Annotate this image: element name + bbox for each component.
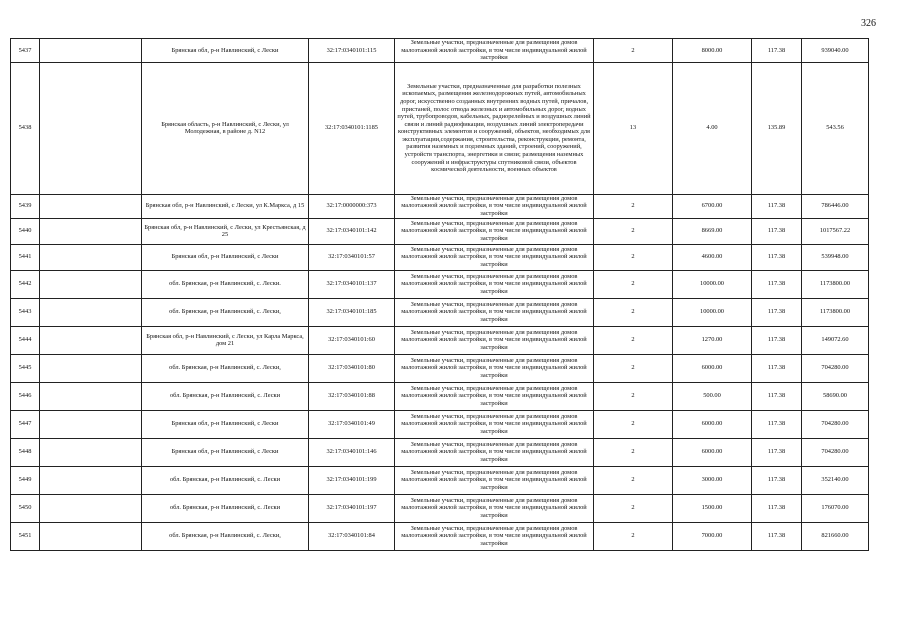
group-code-cell: 2	[594, 39, 673, 63]
land-use-description-cell: Земельные участки, предназначенные для размещения домов малоэтажной жилой застройки, в том числе индивидуальной жилой застройки	[395, 494, 594, 522]
area-cell: 500.00	[673, 382, 752, 410]
group-code-cell: 2	[594, 218, 673, 244]
row-number: 5451	[11, 522, 40, 550]
group-code-cell: 2	[594, 438, 673, 466]
land-use-description-cell: Земельные участки, предназначенные для размещения домов малоэтажной жилой застройки, в том числе индивидуальной жилой застройки	[395, 354, 594, 382]
land-use-description-cell: Земельные участки, предназначенные для размещения домов малоэтажной жилой застройки, в том числе индивидуальной жилой застройки	[395, 298, 594, 326]
cadastral-value-cell: 352140.00	[802, 466, 869, 494]
cadastral-value-cell: 176070.00	[802, 494, 869, 522]
cadastral-number-cell: 32:17:0340101:80	[309, 354, 395, 382]
address-cell: обл. Брянская, р-н Навлинский, с. Лески	[142, 494, 309, 522]
land-use-description-cell: Земельные участки, предназначенные для размещения домов малоэтажной жилой застройки, в том числе индивидуальной жилой застройки	[395, 466, 594, 494]
group-code-cell: 2	[594, 410, 673, 438]
row-number: 5437	[11, 39, 40, 63]
land-use-description-cell: Земельные участки, предназначенные для размещения домов малоэтажной жилой застройки, в том числе индивидуальной жилой застройки	[395, 410, 594, 438]
cadastral-value-cell: 1017567.22	[802, 218, 869, 244]
cadastral-value-table	[10, 38, 869, 551]
land-use-description-cell: Земельные участки, предназначенные для размещения домов малоэтажной жилой застройки, в том числе индивидуальной жилой застройки	[395, 326, 594, 354]
cadastral-value-cell: 1173800.00	[802, 270, 869, 298]
address-cell: Брянская обл, р-н Навлинский, с Лески	[142, 438, 309, 466]
group-code-cell: 2	[594, 244, 673, 270]
cadastral-number-cell: 32:17:0340101:185	[309, 298, 395, 326]
group-code-cell: 2	[594, 382, 673, 410]
address-cell: Брянская область, р-н Навлинский, с Лески, ул Молодежная, в районе д. N12	[142, 62, 309, 194]
page-number: 326	[861, 18, 876, 29]
row-number: 5445	[11, 354, 40, 382]
cadastral-number-cell: 32:17:0340101:197	[309, 494, 395, 522]
cadastral-value-cell: 149072.60	[802, 326, 869, 354]
empty-cell	[40, 218, 142, 244]
row-number: 5449	[11, 466, 40, 494]
group-code-cell: 2	[594, 326, 673, 354]
land-use-description-cell: Земельные участки, предназначенные для размещения домов малоэтажной жилой застройки, в том числе индивидуальной жилой застройки	[395, 194, 594, 218]
address-cell: Брянская обл, р-н Навлинский, с Лески	[142, 410, 309, 438]
row-number: 5443	[11, 298, 40, 326]
table-row	[11, 62, 869, 194]
group-code-cell: 2	[594, 354, 673, 382]
cadastral-number-cell: 32:17:0340101:142	[309, 218, 395, 244]
empty-cell	[40, 354, 142, 382]
cadastral-value-cell: 539948.00	[802, 244, 869, 270]
cadastral-number-cell: 32:17:0340101:199	[309, 466, 395, 494]
address-cell: Брянская обл, р-н Навлинский, с Лески	[142, 244, 309, 270]
area-cell: 6700.00	[673, 194, 752, 218]
row-number: 5438	[11, 62, 40, 194]
area-cell: 1270.00	[673, 326, 752, 354]
table-row	[11, 194, 869, 218]
row-number: 5440	[11, 218, 40, 244]
address-cell: Брянская обл, р-н Навлинский, с Лески, ул Карла Маркса, дом 21	[142, 326, 309, 354]
empty-cell	[40, 298, 142, 326]
table-row	[11, 354, 869, 382]
cadastral-value-cell: 1173800.00	[802, 298, 869, 326]
empty-cell	[40, 466, 142, 494]
cadastral-value-cell: 786446.00	[802, 194, 869, 218]
empty-cell	[40, 410, 142, 438]
row-number: 5444	[11, 326, 40, 354]
area-cell: 6000.00	[673, 410, 752, 438]
cadastral-number-cell: 32:17:0340101:146	[309, 438, 395, 466]
row-number: 5448	[11, 438, 40, 466]
land-use-description-cell: Земельные участки, предназначенные для размещения домов малоэтажной жилой застройки, в том числе индивидуальной жилой застройки	[395, 382, 594, 410]
table-row	[11, 270, 869, 298]
address-cell: Брянская обл, р-н Навлинский, с Лески, ул К.Маркса, д 15	[142, 194, 309, 218]
row-number: 5450	[11, 494, 40, 522]
address-cell: обл. Брянская, р-н Навлинский, с. Лески.	[142, 270, 309, 298]
land-use-description-cell: Земельные участки, предназначенные для размещения домов малоэтажной жилой застройки, в том числе индивидуальной жилой застройки	[395, 438, 594, 466]
specific-value-cell: 117.38	[752, 270, 802, 298]
cadastral-value-cell: 704280.00	[802, 438, 869, 466]
address-cell: обл. Брянская, р-н Навлинский, с. Лески,	[142, 354, 309, 382]
area-cell: 6000.00	[673, 438, 752, 466]
table-row	[11, 244, 869, 270]
cadastral-value-cell: 58690.00	[802, 382, 869, 410]
specific-value-cell: 117.38	[752, 39, 802, 63]
address-cell: обл. Брянская, р-н Навлинский, с. Лески,	[142, 522, 309, 550]
area-cell: 8669.00	[673, 218, 752, 244]
group-code-cell: 2	[594, 494, 673, 522]
specific-value-cell: 117.38	[752, 466, 802, 494]
row-number: 5446	[11, 382, 40, 410]
cadastral-number-cell: 32:17:0000000:373	[309, 194, 395, 218]
empty-cell	[40, 244, 142, 270]
area-cell: 6000.00	[673, 354, 752, 382]
specific-value-cell: 117.38	[752, 410, 802, 438]
cadastral-value-cell: 821660.00	[802, 522, 869, 550]
table-row	[11, 39, 869, 63]
address-cell: обл. Брянская, р-н Навлинский, с. Лески	[142, 466, 309, 494]
row-number: 5441	[11, 244, 40, 270]
cadastral-number-cell: 32:17:0340101:88	[309, 382, 395, 410]
table-row	[11, 438, 869, 466]
cadastral-value-cell: 704280.00	[802, 410, 869, 438]
area-cell: 8000.00	[673, 39, 752, 63]
cadastral-number-cell: 32:17:0340101:115	[309, 39, 395, 63]
empty-cell	[40, 382, 142, 410]
group-code-cell: 2	[594, 522, 673, 550]
area-cell: 10000.00	[673, 270, 752, 298]
cadastral-value-cell: 704280.00	[802, 354, 869, 382]
empty-cell	[40, 494, 142, 522]
specific-value-cell: 117.38	[752, 326, 802, 354]
specific-value-cell: 117.38	[752, 494, 802, 522]
group-code-cell: 2	[594, 194, 673, 218]
row-number: 5447	[11, 410, 40, 438]
table-row	[11, 382, 869, 410]
address-cell: обл. Брянская, р-н Навлинский, с. Лески	[142, 382, 309, 410]
specific-value-cell: 117.38	[752, 354, 802, 382]
specific-value-cell: 117.38	[752, 438, 802, 466]
area-cell: 4.00	[673, 62, 752, 194]
land-use-description-cell: Земельные участки, предназначенные для размещения домов малоэтажной жилой застройки, в том числе индивидуальной жилой застройки	[395, 39, 594, 63]
land-use-description-cell: Земельные участки, предназначенные для размещения домов малоэтажной жилой застройки, в том числе индивидуальной жилой застройки	[395, 522, 594, 550]
land-use-description-cell: Земельные участки, предназначенные для размещения домов малоэтажной жилой застройки, в том числе индивидуальной жилой застройки	[395, 270, 594, 298]
land-use-description-cell: Земельные участки, предназначенные для размещения домов малоэтажной жилой застройки, в том числе индивидуальной жилой застройки	[395, 244, 594, 270]
specific-value-cell: 117.38	[752, 382, 802, 410]
group-code-cell: 2	[594, 298, 673, 326]
specific-value-cell: 117.38	[752, 218, 802, 244]
cadastral-number-cell: 32:17:0340101:1185	[309, 62, 395, 194]
cadastral-number-cell: 32:17:0340101:137	[309, 270, 395, 298]
address-cell: Брянская обл, р-н Навлинский, с Лески	[142, 39, 309, 63]
table-row	[11, 298, 869, 326]
land-use-description-cell: Земельные участки, предназначенные для разработки полезных ископаемых, размещения железнодорожных путей, автомобильных дорог, искусственно созданных внутренних водных путей, причалов, пристаней, полос отвода железных и автомобильных дорог, водных путей, трубопроводов, кабельных, радиорелейных и воздушных линий связи и линий радиофикации, воздушных линий электропередачи конструктивных элементов и сооружений, объектов, необходимых для эксплуатации,содержания, строительства, реконструкции, ремонта, развития наземных и подземных зданий, строений, сооружений, устройств транспорта, энергетики и связи; размещения наземных сооружений и инфраструктуры спутниковой связи, объектов космической деятельности, военных объектов	[395, 62, 594, 194]
empty-cell	[40, 194, 142, 218]
cadastral-number-cell: 32:17:0340101:84	[309, 522, 395, 550]
empty-cell	[40, 39, 142, 63]
specific-value-cell: 117.38	[752, 522, 802, 550]
cadastral-number-cell: 32:17:0340101:60	[309, 326, 395, 354]
empty-cell	[40, 62, 142, 194]
table-row	[11, 218, 869, 244]
cadastral-value-cell: 939040.00	[802, 39, 869, 63]
row-number: 5439	[11, 194, 40, 218]
cadastral-value-cell: 543.56	[802, 62, 869, 194]
empty-cell	[40, 326, 142, 354]
empty-cell	[40, 438, 142, 466]
area-cell: 4600.00	[673, 244, 752, 270]
address-cell: Брянская обл, р-н Навлинский, с Лески, ул Крестьянская, д 25	[142, 218, 309, 244]
empty-cell	[40, 522, 142, 550]
table-row	[11, 494, 869, 522]
land-use-description-cell: Земельные участки, предназначенные для размещения домов малоэтажной жилой застройки, в том числе индивидуальной жилой застройки	[395, 218, 594, 244]
specific-value-cell: 117.38	[752, 194, 802, 218]
table-row	[11, 466, 869, 494]
table-row	[11, 410, 869, 438]
address-cell: обл. Брянская, р-н Навлинский, с. Лески,	[142, 298, 309, 326]
cadastral-number-cell: 32:17:0340101:49	[309, 410, 395, 438]
table-row	[11, 326, 869, 354]
group-code-cell: 2	[594, 270, 673, 298]
area-cell: 7000.00	[673, 522, 752, 550]
empty-cell	[40, 270, 142, 298]
group-code-cell: 2	[594, 466, 673, 494]
area-cell: 10000.00	[673, 298, 752, 326]
group-code-cell: 13	[594, 62, 673, 194]
area-cell: 1500.00	[673, 494, 752, 522]
row-number: 5442	[11, 270, 40, 298]
table-row	[11, 522, 869, 550]
specific-value-cell: 117.38	[752, 244, 802, 270]
area-cell: 3000.00	[673, 466, 752, 494]
cadastral-number-cell: 32:17:0340101:57	[309, 244, 395, 270]
specific-value-cell: 135.89	[752, 62, 802, 194]
specific-value-cell: 117.38	[752, 298, 802, 326]
